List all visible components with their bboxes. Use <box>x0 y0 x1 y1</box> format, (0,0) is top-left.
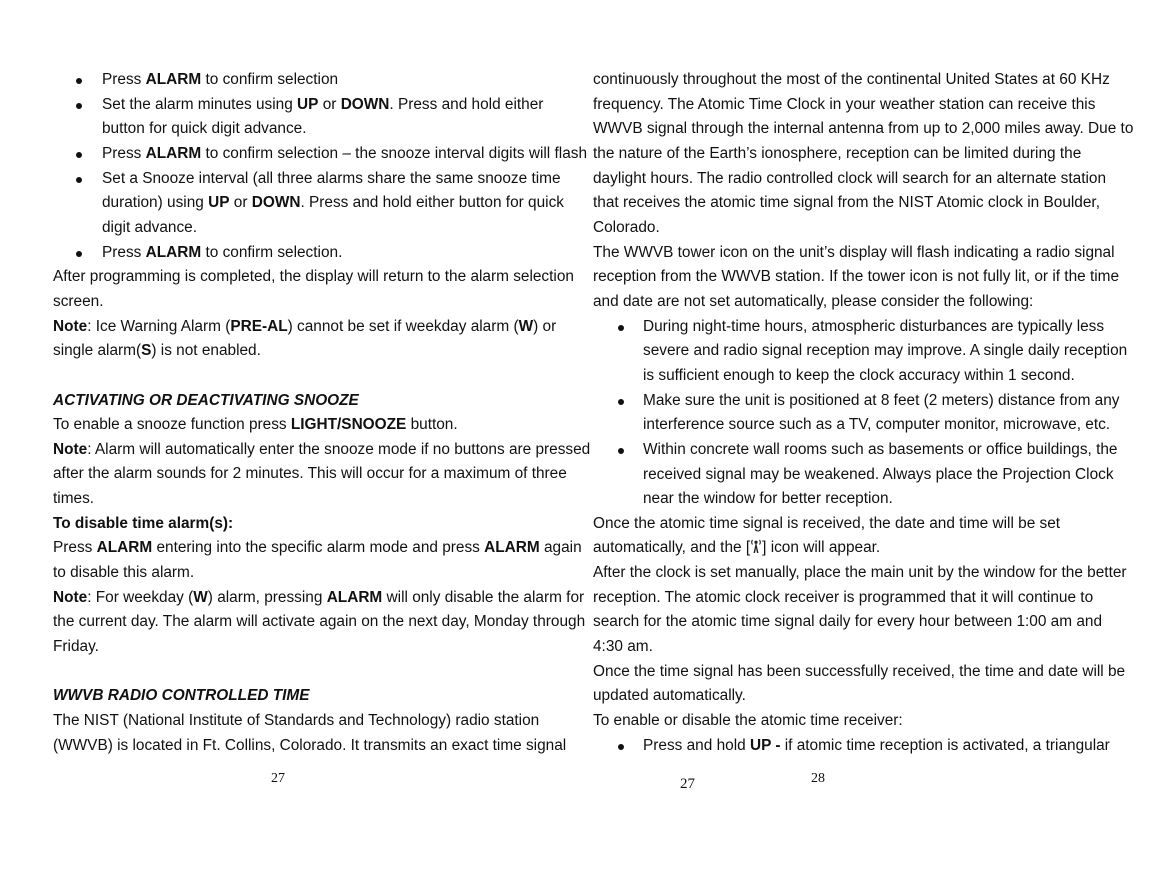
wwvb-section <box>53 709 567 758</box>
text-run: severe and radio signal reception may improve. A single daily reception <box>643 342 1128 360</box>
bullet-item <box>593 438 1118 463</box>
bold-text: DOWN <box>251 194 301 212</box>
radio-tower-icon <box>750 538 762 553</box>
bullet-dot-icon <box>76 152 82 158</box>
bold-text: Note <box>53 588 88 606</box>
text-line <box>593 610 1103 635</box>
text-line <box>53 339 533 364</box>
icon-line-after: ] icon will appear. <box>762 539 881 557</box>
page-number-right: 28 <box>811 771 825 786</box>
text-run: screen. <box>53 292 104 310</box>
snooze-section <box>53 413 591 660</box>
text-run: that receives the atomic time signal from the NIST Atomic clock in Boulder, <box>593 194 1100 212</box>
bold-text: LIGHT/SNOOZE <box>290 416 407 434</box>
text-run: Press <box>53 539 97 557</box>
bold-text: ALARM <box>96 539 153 557</box>
text-run: ) cannot be set if weekday alarm ( <box>287 317 519 335</box>
text-line <box>53 536 582 561</box>
text-run: if atomic time reception is activated, a triangular <box>780 736 1110 754</box>
text-line <box>593 586 1094 611</box>
wwvb-heading: WWVB RADIO CONTROLLED TIME <box>53 687 310 705</box>
bullet-item <box>53 142 588 167</box>
text-run: updated automatically. <box>593 687 746 705</box>
text-line <box>53 734 567 759</box>
text-run: digit advance. <box>102 218 197 236</box>
text-line <box>53 315 557 340</box>
bullet-item <box>53 93 544 118</box>
text-run: Friday. <box>53 638 99 656</box>
text-run: Press <box>102 243 146 261</box>
text-run: reception. The atomic clock receiver is programmed that it will continue to <box>593 588 1094 606</box>
text-line <box>53 512 533 537</box>
text-run: Press <box>102 144 146 162</box>
text-line <box>53 413 533 438</box>
right-last-bullet <box>593 734 1110 759</box>
text-line <box>593 660 1126 685</box>
bold-text: PRE-AL <box>230 317 288 335</box>
text-run: : For weekday ( <box>87 588 194 606</box>
text-run: (WWVB) is located in Ft. Collins, Colorado. It transmits an exact time signal <box>53 736 567 754</box>
text-run: To enable a snooze function press <box>53 416 291 434</box>
text-line <box>593 93 1096 118</box>
text-line <box>593 561 1127 586</box>
text-line <box>53 487 533 512</box>
text-line <box>53 635 533 660</box>
text-run: : Ice Warning Alarm ( <box>87 317 231 335</box>
text-line <box>593 290 1078 315</box>
bold-text: ALARM <box>145 243 202 261</box>
left-paragraphs <box>53 265 574 364</box>
bullet-item <box>53 241 533 266</box>
bold-text: DOWN <box>340 95 390 113</box>
bullet-continuation <box>593 487 1078 512</box>
bold-text: W <box>193 588 208 606</box>
text-line <box>593 512 1078 537</box>
bullet-item <box>53 167 561 192</box>
text-line <box>53 709 540 734</box>
bullet-dot-icon <box>618 448 624 454</box>
bullet-continuation <box>593 364 1078 389</box>
text-run: button for quick digit advance. <box>102 120 307 138</box>
text-run: During night-time hours, atmospheric disturbances are typically less <box>643 317 1105 335</box>
text-run: ) is not enabled. <box>151 342 261 360</box>
bold-text: ALARM <box>145 144 202 162</box>
text-run: Within concrete wall rooms such as basements or office buildings, the <box>643 440 1118 458</box>
text-run: Press and hold <box>643 736 750 754</box>
bold-text: UP - <box>749 736 781 754</box>
bullet-dot-icon <box>76 78 82 84</box>
bullet-continuation <box>53 117 533 142</box>
text-run: The WWVB tower icon on the unit’s display will flash indicating a radio signal <box>593 243 1115 261</box>
page-number-center: 27 <box>680 776 695 792</box>
text-run: single alarm( <box>53 342 142 360</box>
text-line <box>53 561 533 586</box>
text-run: and date are not set automatically, please consider the following: <box>593 292 1034 310</box>
text-line <box>593 68 1110 93</box>
bold-text: S <box>141 342 152 360</box>
text-run: . Press and hold either <box>389 95 544 113</box>
text-run: Once the atomic time signal is received, the date and time will be set <box>593 514 1061 532</box>
bold-text: Note <box>53 317 88 335</box>
spacer <box>53 364 533 389</box>
text-run: or <box>229 194 252 212</box>
tower-icon-line <box>593 536 1078 561</box>
bold-text: ALARM <box>145 71 202 88</box>
text-run: to confirm selection. <box>201 243 343 261</box>
text-run: entering into the specific alarm mode and press <box>152 539 485 557</box>
bold-text: To disable time alarm(s): <box>53 514 234 532</box>
bullet-dot-icon <box>76 251 82 257</box>
text-run: duration) using <box>102 194 209 212</box>
bold-text: W <box>518 317 534 335</box>
text-run: Set the alarm minutes using <box>102 95 298 113</box>
bullet-continuation <box>593 339 1128 364</box>
text-run: is sufficient enough to keep the clock accuracy within 1 second. <box>643 366 1075 384</box>
spacer <box>53 660 533 685</box>
bold-text: ALARM <box>484 539 540 557</box>
bullet-item <box>53 68 533 93</box>
text-line <box>53 290 533 315</box>
text-line <box>593 167 1107 192</box>
text-run: received signal may be weakened. Always place the Projection Clock <box>643 465 1114 483</box>
text-run: button. <box>406 416 458 434</box>
bullet-dot-icon <box>618 744 624 750</box>
icon-line-before: automatically, and the [ <box>593 539 751 557</box>
bullet-item <box>593 389 1120 414</box>
text-run: will only disable the alarm for <box>382 588 585 606</box>
text-run: Once the time signal has been successfully received, the time and date will be <box>593 662 1126 680</box>
text-run: search for the atomic time signal daily for every hour between 1:00 am and <box>593 613 1103 631</box>
right-paragraphs <box>593 512 1078 537</box>
text-run: Make sure the unit is positioned at 8 feet (2 meters) distance from any <box>643 391 1120 409</box>
right-intro-paragraphs <box>593 68 1134 315</box>
text-line <box>53 462 567 487</box>
right-paragraphs-b <box>593 561 1127 734</box>
text-run: continuously throughout the most of the continental United States at 60 KHz <box>593 71 1110 88</box>
text-line <box>593 241 1115 266</box>
text-line <box>593 265 1120 290</box>
text-run: Set a Snooze interval (all three alarms share the same snooze time <box>102 169 561 187</box>
text-line <box>53 610 586 635</box>
text-run: To enable or disable the atomic time receiver: <box>593 712 903 730</box>
text-run: Colorado. <box>593 218 660 236</box>
text-run: After programming is completed, the display will return to the alarm selection <box>53 268 574 286</box>
bold-text: ALARM <box>326 588 383 606</box>
text-run: frequency. The Atomic Time Clock in your weather station can receive this <box>593 95 1096 113</box>
text-run: ) alarm, pressing <box>207 588 327 606</box>
text-run: after the alarm sounds for 2 minutes. This will occur for a maximum of three <box>53 465 567 483</box>
text-run: the nature of the Earth’s ionosphere, reception can be limited during the <box>593 144 1082 162</box>
text-run: reception from the WWVB station. If the tower icon is not fully lit, or if the time <box>593 268 1120 286</box>
bullet-dot-icon <box>76 103 82 109</box>
bold-text: Note <box>53 440 88 458</box>
text-run: the current day. The alarm will activate again on the next day, Monday through <box>53 613 586 631</box>
text-run: ) or <box>533 317 557 335</box>
bullet-dot-icon <box>618 399 624 405</box>
text-line <box>53 265 574 290</box>
text-line <box>593 191 1100 216</box>
text-run: The NIST (National Institute of Standards and Technology) radio station <box>53 712 540 730</box>
text-line <box>53 586 585 611</box>
snooze-heading: ACTIVATING OR DEACTIVATING SNOOZE <box>53 391 359 409</box>
text-run: or <box>318 95 341 113</box>
text-line <box>593 635 1078 660</box>
right-bullet-list <box>593 315 1128 512</box>
bullet-item <box>593 315 1105 340</box>
bold-text: UP <box>297 95 319 113</box>
left-bullet-list <box>53 68 588 265</box>
text-run: to confirm selection – the snooze interval digits will flash <box>201 144 588 162</box>
text-run: again <box>539 539 582 557</box>
text-run: times. <box>53 490 95 508</box>
text-run: daylight hours. The radio controlled clock will search for an alternate station <box>593 169 1107 187</box>
bullet-dot-icon <box>618 325 624 331</box>
text-line <box>593 709 1078 734</box>
bullet-continuation <box>53 216 533 241</box>
text-run: 4:30 am. <box>593 638 653 656</box>
text-line <box>593 684 1078 709</box>
text-line <box>593 142 1082 167</box>
text-run: : Alarm will automatically enter the snooze mode if no buttons are pressed <box>87 440 591 458</box>
text-run: to confirm selection <box>201 71 339 88</box>
text-line <box>53 438 591 463</box>
bullet-dot-icon <box>76 177 82 183</box>
text-run: Press <box>102 71 146 88</box>
text-run: to disable this alarm. <box>53 564 195 582</box>
left-column <box>53 68 591 758</box>
text-run: After the clock is set manually, place the main unit by the window for the better <box>593 564 1127 582</box>
text-line <box>593 216 1078 241</box>
text-line <box>593 117 1134 142</box>
bullet-continuation <box>53 191 564 216</box>
right-column <box>593 68 1134 758</box>
text-run: near the window for better reception. <box>643 490 893 508</box>
page-number-left: 27 <box>271 771 285 786</box>
bullet-item <box>593 734 1110 759</box>
text-run: WWVB signal through the internal antenna from up to 2,000 miles away. Due to <box>593 120 1134 138</box>
bullet-continuation <box>593 463 1114 488</box>
text-run: . Press and hold either button for quick <box>300 194 564 212</box>
bullet-continuation <box>593 413 1111 438</box>
bold-text: UP <box>208 194 230 212</box>
text-run: interference source such as a TV, computer monitor, microwave, etc. <box>643 416 1111 434</box>
